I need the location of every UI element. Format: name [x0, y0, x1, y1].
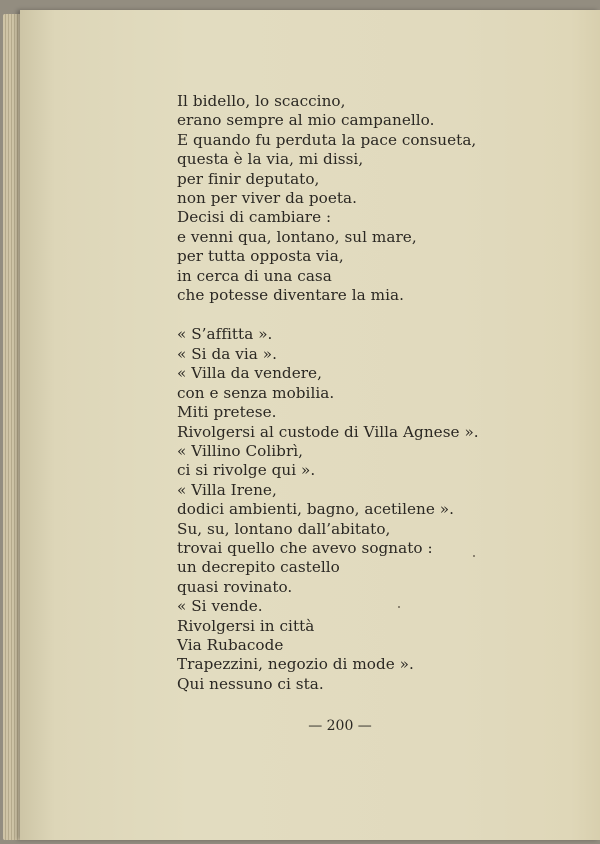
page-number: — 200 —: [308, 718, 372, 734]
poem-line: Rivolgersi in città: [177, 616, 315, 635]
poem-line: « Si da via ».: [177, 344, 277, 363]
poem-text: [177, 92, 507, 694]
stanza-1: [177, 92, 507, 305]
poem-line: Trapezzini, negozio di mode ».: [177, 655, 414, 674]
poem-line: « Villino Colibrì,: [177, 441, 304, 460]
stanza-2: [177, 325, 507, 694]
poem-line: che potesse diventare la mia.: [177, 286, 404, 305]
poem-line: Il bidello, lo scaccino,: [177, 92, 346, 110]
poem-line: in cerca di una casa: [177, 266, 332, 285]
poem-line: un decrepito castello: [177, 558, 340, 577]
poem-line: « Villa da vendere,: [177, 364, 322, 383]
poem-line: Su, su, lontano dall’abitato,: [177, 519, 391, 538]
poem-line: con e senza mobilia.: [177, 383, 335, 402]
poem-line: dodici ambienti, bagno, acetilene ».: [177, 500, 455, 519]
poem-line: « Si vende.: [177, 597, 263, 616]
poem-line: Qui nessuno ci sta.: [177, 674, 324, 693]
poem-line: trovai quello che avevo sognato :: [177, 538, 433, 557]
poem-line: « S’affitta ».: [177, 325, 273, 344]
poem-line: erano sempre al mio campanello.: [177, 111, 435, 130]
poem-line: quasi rovinato.: [177, 577, 293, 596]
poem-line: Decisi di cambiare :: [177, 208, 332, 227]
poem-line: per tutta opposta via,: [177, 247, 344, 266]
poem-line: per finir deputato,: [177, 169, 320, 188]
poem-line: e venni qua, lontano, sul mare,: [177, 227, 417, 246]
poem-line: questa è la via, mi dissi,: [177, 150, 364, 169]
stanza-break: [177, 305, 507, 325]
poem-line: « Villa Irene,: [177, 480, 277, 499]
poem-line: Miti pretese.: [177, 403, 277, 422]
poem-line: non per viver da poeta.: [177, 189, 358, 208]
poem-line: Rivolgersi al custode di Villa Agnese ».: [177, 422, 479, 441]
poem-line: ci si rivolge qui ».: [177, 461, 316, 480]
poem-line: Via Rubacode: [177, 635, 284, 654]
poem-line: E quando fu perduta la pace consueta,: [177, 130, 477, 149]
